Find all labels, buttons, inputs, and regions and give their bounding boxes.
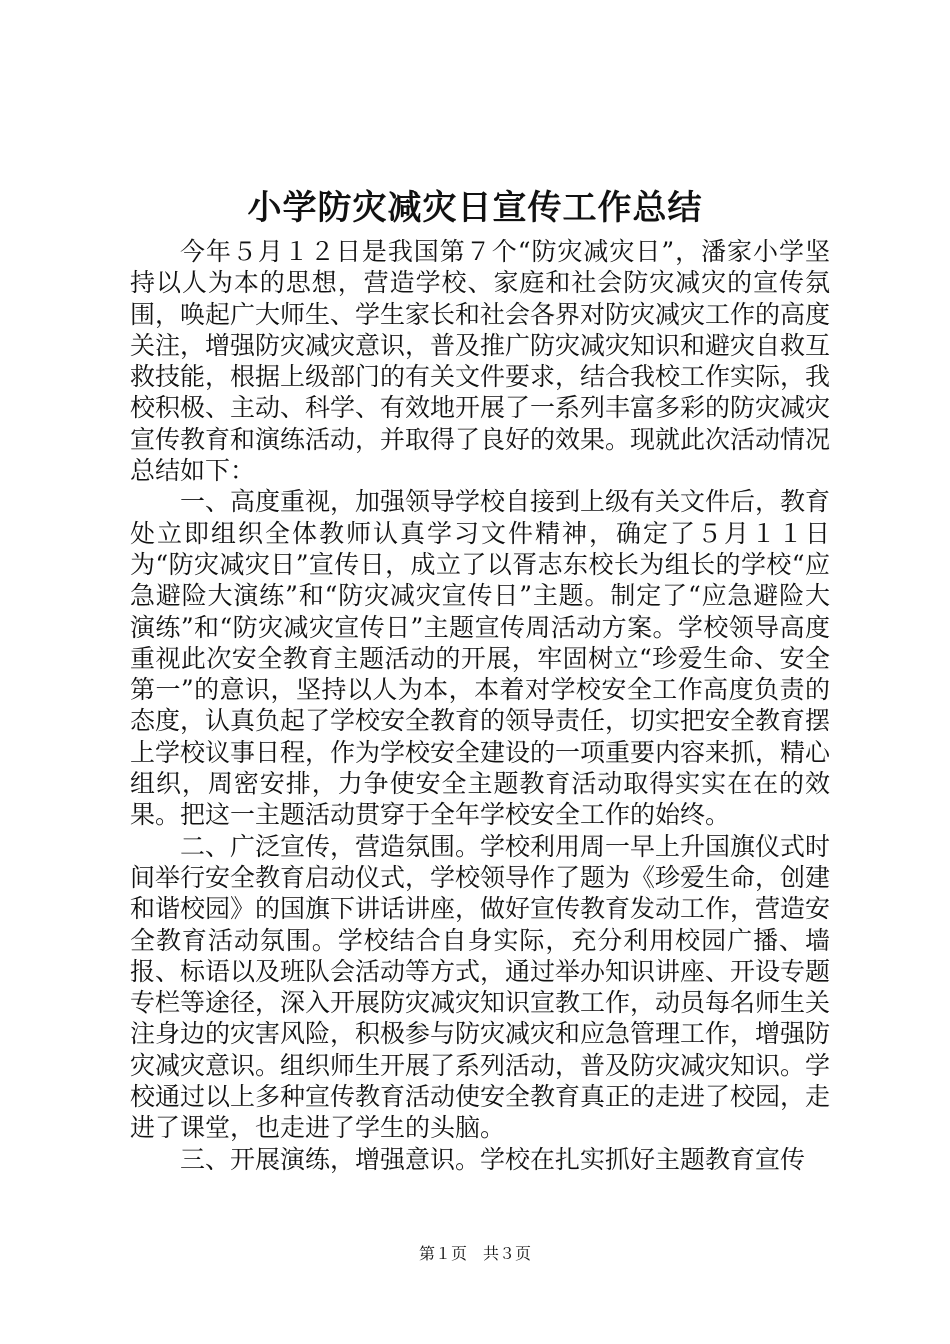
paragraph-section-1: 一、高度重视，加强领导学校自接到上级有关文件后，教育处立即组织全体教师认真学习文件精神，确定了５月１１日为“防灾减灾日”宣传日，成立了以胥志东校长为组长的学校“应急避险大演练”和“防灾减灾宣传日”主题。制定了“应急避险大演练”和“防灾减灾宣传日”主题宣传周活动方案。学校领导高度重视此次安全教育主题活动的开展，牢固树立“珍爱生命、安全第一”的意识，坚持以人为本，本着对学校安全工作高度负责的态度，认真负起了学校安全教育的领导责任，切实把安全教育摆上学校议事日程，作为学校安全建设的一项重要内容来抓，精心组织，周密安排，力争使安全主题教育活动取得实实在在的效果。把这一主题活动贯穿于全年学校安全工作的始终。 <box>130 487 831 830</box>
page-footer: 第１页 共３页 <box>418 1244 531 1263</box>
paragraph-section-3: 三、开展演练，增强意识。学校在扎实抓好主题教育宣传 <box>180 1144 806 1174</box>
document-title: 小学防灾减灾日宣传工作总结 <box>247 188 703 228</box>
paragraph-section-2: 二、广泛宣传，营造氛围。学校利用周一早上升国旗仪式时间举行安全教育启动仪式，学校领导作了题为《珍爱生命，创建和谐校园》的国旗下讲话讲座，做好宣传教育发动工作，营造安全教育活动氛围。学校结合自身实际，充分利用校园广播、墙报、标语以及班队会活动等方式，通过举办知识讲座、开设专题专栏等途径，深入开展防灾减灾知识宣教工作，动员每名师生关注身边的灾害风险，积极参与防灾减灾和应急管理工作，增强防灾减灾意识。组织师生开展了系列活动，普及防灾减灾知识。学校通过以上多种宣传教育活动使安全教育真正的走进了校园，走进了课堂，也走进了学生的头脑。 <box>130 831 831 1143</box>
paragraph-intro: 今年５月１２日是我国第７个“防灾减灾日”，潘家小学坚持以人为本的思想，营造学校、家庭和社会防灾减灾的宣传氛围，唤起广大师生、学生家长和社会各界对防灾减灾工作的高度关注，增强防灾减灾意识，普及推广防灾减灾知识和避灾自救互救技能，根据上级部门的有关文件要求，结合我校工作实际，我校积极、主动、科学、有效地开展了一系列丰富多彩的防灾减灾宣传教育和演练活动，并取得了良好的效果。现就此次活动情况总结如下： <box>130 237 831 486</box>
document-body <box>130 236 830 1175</box>
